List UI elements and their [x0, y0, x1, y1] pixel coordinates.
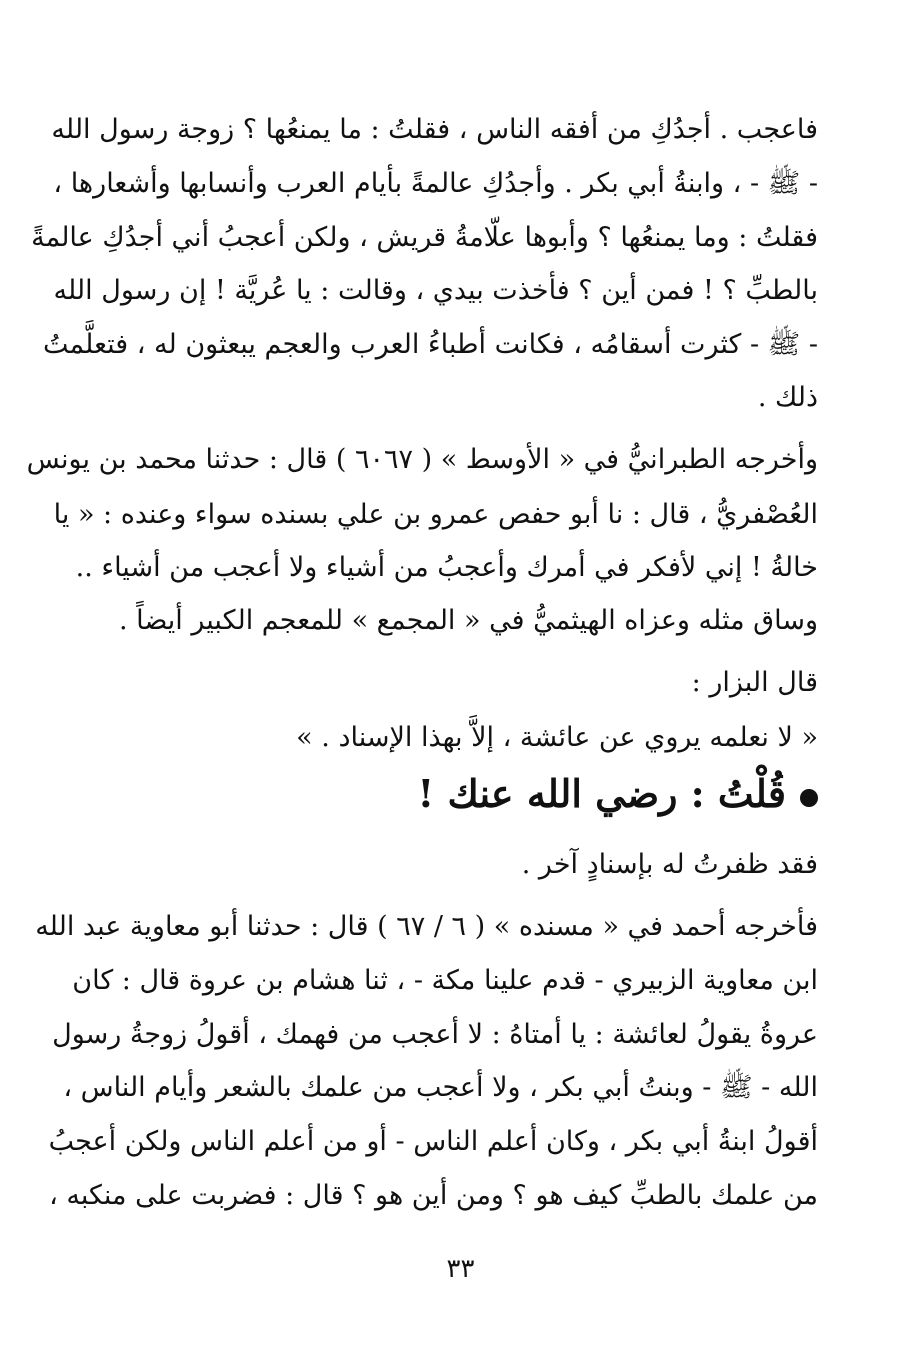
text-line: وساق مثله وعزاه الهيثميُّ في « المجمع » للمعجم الكبير أيضاً .	[118, 605, 818, 636]
text-line: ابن معاوية الزبيري - قدم علينا مكة - ، ثنا هشام بن عروة قال : كان	[72, 965, 818, 996]
text-line: بالطبِّ ؟ ! فمن أين ؟ فأخذت بيدي ، وقالت : يا عُريَّة ! إن رسول الله	[53, 275, 818, 306]
text-line: وأخرجه الطبرانيُّ في « الأوسط » ( ٦٠٦٧ ) قال : حدثنا محمد بن يونس	[26, 444, 818, 475]
text-line: ذلك .	[757, 382, 818, 413]
quote-line: « لا نعلمه يروي عن عائشة ، إلاَّ بهذا الإسناد . »	[296, 722, 818, 753]
text-line: خالةُ ! إني لأفكر في أمرك وأعجبُ من أشياء ولا أعجب من أشياء ..	[75, 552, 818, 583]
bullet-icon	[800, 789, 818, 807]
page-number: ٣٣	[446, 1254, 475, 1284]
text-line: - ﷺ - كثرت أسقامُه ، فكانت أطباءُ العرب والعجم يبعثون له ، فتعلَّمتُ	[43, 329, 818, 360]
text-line: فاعجب . أجدُكِ من أفقه الناس ، فقلتُ : ما يمنعُها ؟ زوجة رسول الله	[51, 114, 818, 145]
text-line: فقلتُ : وما يمنعُها ؟ وأبوها علّامةُ قريش ، ولكن أعجبُ أني أجدُكِ عالمةً	[31, 222, 818, 253]
text-line: عروةُ يقولُ لعائشة : يا أمتاهُ : لا أعجب من فهمك ، أقولُ زوجةُ رسول	[52, 1019, 818, 1050]
text-line: فقد ظفرتُ له بإسنادٍ آخر .	[521, 849, 818, 880]
heading-text: قُلْتُ : رضي الله عنك !	[417, 771, 786, 816]
text-line: - ﷺ - ، وابنةُ أبي بكر . وأجدُكِ عالمةً بأيام العرب وأنسابها وأشعارها ،	[53, 168, 818, 199]
text-line: الله - ﷺ - وبنتُ أبي بكر ، ولا أعجب من علمك بالشعر وأيام الناس ،	[63, 1072, 818, 1103]
section-heading	[104, 766, 818, 826]
text-line: فأخرجه أحمد في « مسنده » ( ٦ / ٦٧ ) قال : حدثنا أبو معاوية عبد الله	[35, 911, 818, 942]
text-line: أقولُ ابنةُ أبي بكر ، وكان أعلم الناس - أو من أعلم الناس ولكن أعجبُ	[48, 1126, 818, 1157]
text-line: من علمك بالطبِّ كيف هو ؟ ومن أين هو ؟ قال : فضربت على منكبه ،	[49, 1180, 818, 1211]
text-line: العُصْفريُّ ، قال : نا أبو حفص عمرو بن علي بسنده سواء وعنده : « يا	[53, 499, 818, 530]
text-line: قال البزار :	[691, 667, 818, 698]
